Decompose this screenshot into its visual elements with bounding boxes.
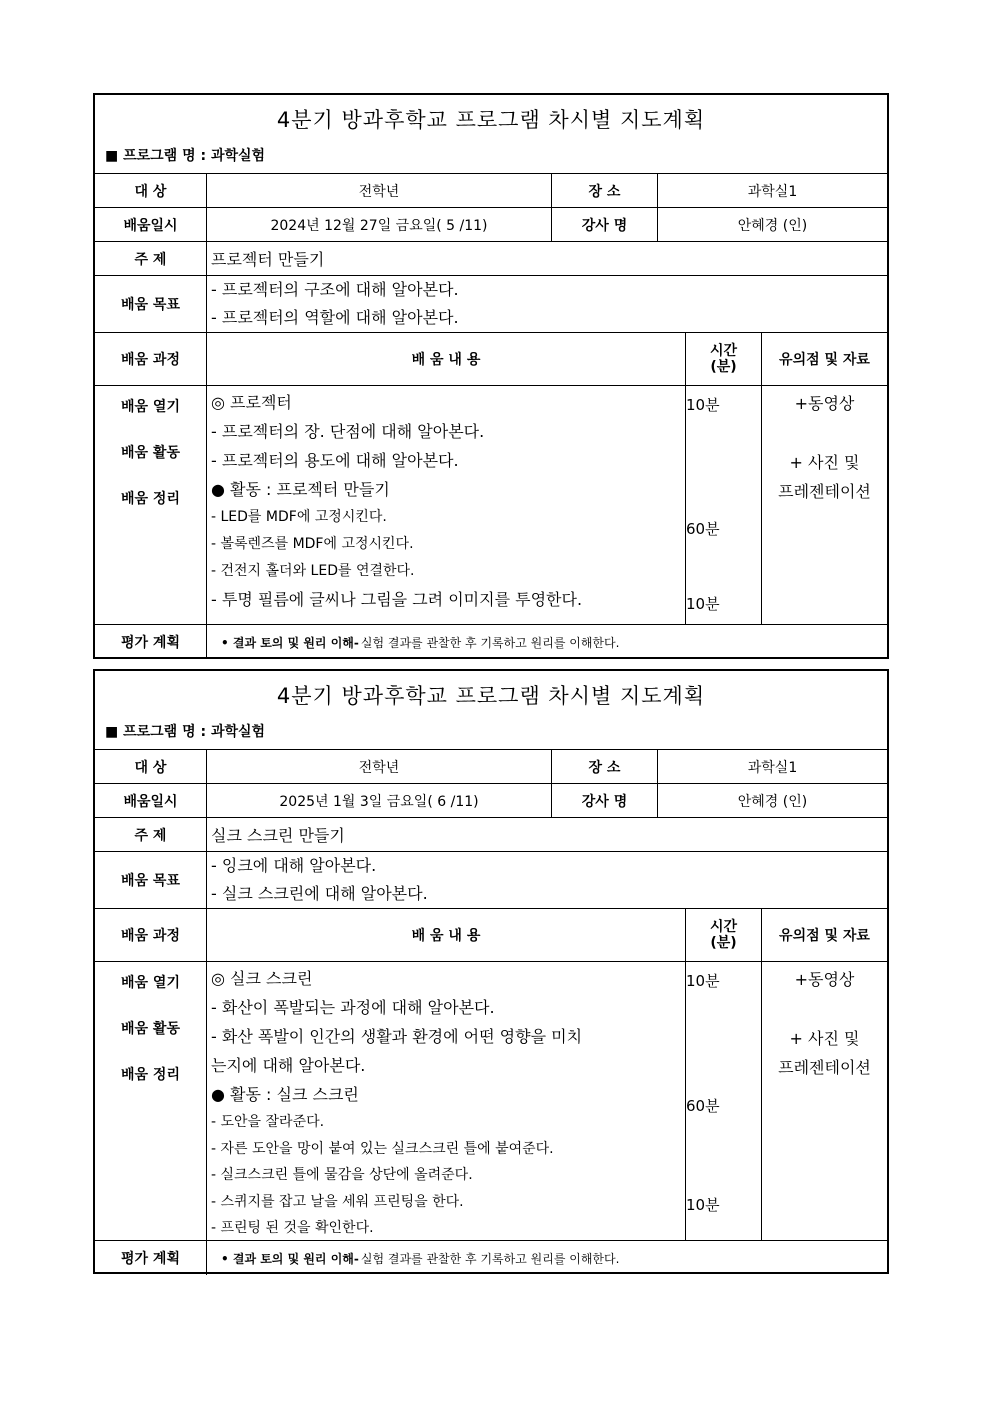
notes-label: 유의점 및 자료 (779, 928, 870, 944)
step-close: 배움 정리 (121, 1067, 180, 1083)
eval-bold: • 결과 토의 및 원리 이해- (221, 1251, 359, 1266)
date-value: 2025년 1월 3일 금요일( 6 /11) (207, 784, 552, 817)
time-column (686, 386, 762, 624)
note-presentation: 프레젠테이션 (778, 1058, 871, 1077)
date-row (95, 784, 887, 818)
content-list (207, 386, 686, 624)
eval-row (95, 1241, 887, 1275)
content-line: ◎ 프로젝터 (211, 393, 292, 412)
content-line: ● 활동 : 실크 스크린 (211, 1085, 359, 1104)
place-label: 장 소 (552, 750, 658, 783)
lesson-plan-1 (93, 93, 889, 659)
goal-item: - 잉크에 대해 알아본다. (211, 856, 377, 875)
date-value: 2024년 12월 27일 금요일( 5 /11) (207, 208, 552, 241)
content-line: ● 활동 : 프로젝터 만들기 (211, 480, 390, 499)
process-label: 배움 과정 (95, 333, 207, 385)
goal-list (207, 852, 887, 908)
note-photos: + 사진 및 (789, 453, 860, 472)
content-list (207, 962, 686, 1240)
process-steps (95, 962, 207, 1240)
eval-label: 평가 계획 (95, 1241, 207, 1275)
lesson-plan-2 (93, 669, 889, 1274)
eval-bold: • 결과 토의 및 원리 이해- (221, 635, 359, 650)
topic-value: 실크 스크린 만들기 (211, 826, 345, 845)
topic-row (95, 242, 887, 276)
date-row (95, 208, 887, 242)
time-label: 시간(분) (686, 909, 762, 961)
goal-label: 배움 목표 (95, 852, 207, 908)
step-open: 배움 열기 (121, 975, 180, 991)
place-value: 과학실1 (747, 183, 798, 200)
time-open: 10분 (686, 972, 720, 990)
eval-text: 실험 결과를 관찰한 후 기록하고 원리를 이해한다. (360, 635, 620, 650)
notes-column (762, 962, 887, 1240)
notes-column (762, 386, 887, 624)
content-label: 배 움 내 용 (207, 909, 686, 961)
content-line: 는지에 대해 알아본다. (211, 1056, 366, 1075)
goal-label: 배움 목표 (95, 276, 207, 332)
topic-row (95, 818, 887, 852)
target-label: 대 상 (95, 750, 207, 783)
goal-list (207, 276, 887, 332)
time-open: 10분 (686, 396, 720, 414)
teacher-label: 강사 명 (552, 208, 658, 241)
content-line: - 화산 폭발이 인간의 생활과 환경에 어떤 영향을 미치 (211, 1027, 583, 1046)
content-line: - 스퀴지를 잡고 날을 세워 프린팅을 한다. (211, 1193, 464, 1210)
content-line: - 프로젝터의 장. 단점에 대해 알아본다. (211, 422, 485, 441)
topic-value: 프로젝터 만들기 (211, 250, 325, 269)
process-row (95, 962, 887, 1241)
process-header-row (95, 333, 887, 386)
plan-header (95, 671, 887, 750)
content-line: - 프린팅 된 것을 확인한다. (211, 1220, 374, 1236)
topic-label: 주 제 (95, 818, 207, 851)
content-line: - 프로젝터의 용도에 대해 알아본다. (211, 451, 459, 470)
step-activity: 배움 활동 (121, 1021, 180, 1037)
process-row (95, 386, 887, 625)
teacher-value: 안혜경 (인) (737, 793, 808, 810)
goal-item: - 실크 스크린에 대해 알아본다. (211, 884, 428, 903)
process-label: 배움 과정 (95, 909, 207, 961)
teacher-label: 강사 명 (552, 784, 658, 817)
eval-label: 평가 계획 (95, 625, 207, 659)
content-line: - 도안을 잘라준다. (211, 1114, 325, 1130)
content-line: - LED를 MDF에 고정시킨다. (211, 509, 387, 525)
program-name: ■ 프로그램 명 : 과학실험 (105, 724, 266, 740)
target-row (95, 750, 887, 784)
content-line: - 자른 도안을 망이 붙여 있는 실크스크린 틀에 붙여준다. (211, 1140, 554, 1157)
time-activity: 60분 (686, 1097, 720, 1115)
target-value: 전학년 (207, 750, 552, 783)
eval-text: 실험 결과를 관찰한 후 기록하고 원리를 이해한다. (360, 1251, 620, 1266)
topic-label: 주 제 (95, 242, 207, 275)
date-label: 배움일시 (95, 784, 207, 817)
note-presentation: 프레젠테이션 (778, 482, 871, 501)
target-row (95, 174, 887, 208)
content-line: - 투명 필름에 글씨나 그림을 그려 이미지를 투영한다. (211, 590, 583, 609)
content-label: 배 움 내 용 (207, 333, 686, 385)
eval-value (207, 625, 887, 659)
content-line: - 화산이 폭발되는 과정에 대해 알아본다. (211, 998, 495, 1017)
notes-label: 유의점 및 자료 (779, 352, 870, 368)
date-label: 배움일시 (95, 208, 207, 241)
target-value: 전학년 (207, 174, 552, 207)
target-label: 대 상 (95, 174, 207, 207)
goal-item: - 프로젝터의 역할에 대해 알아본다. (211, 308, 459, 327)
teacher-value: 안혜경 (인) (737, 217, 808, 234)
content-line: - 볼록렌즈를 MDF에 고정시킨다. (211, 536, 414, 552)
note-video: +동영상 (794, 970, 855, 989)
note-photos: + 사진 및 (789, 1029, 860, 1048)
note-video: +동영상 (794, 394, 855, 413)
step-open: 배움 열기 (121, 399, 180, 415)
time-close: 10분 (686, 1196, 720, 1214)
eval-row (95, 625, 887, 659)
step-close: 배움 정리 (121, 491, 180, 507)
content-line: - 건전지 홀더와 LED를 연결한다. (211, 563, 415, 579)
process-header-row (95, 909, 887, 962)
process-steps (95, 386, 207, 624)
step-activity: 배움 활동 (121, 445, 180, 461)
eval-value (207, 1241, 887, 1275)
goal-row (95, 276, 887, 333)
place-value: 과학실1 (747, 759, 798, 776)
time-activity: 60분 (686, 520, 720, 538)
plan-title: 4분기 방과후학교 프로그램 차시별 지도계획 (276, 684, 706, 708)
plan-header (95, 95, 887, 174)
time-close: 10분 (686, 595, 720, 613)
time-label: 시간(분) (686, 333, 762, 385)
goal-row (95, 852, 887, 909)
content-line: - 실크스크린 틀에 물감을 상단에 올려준다. (211, 1167, 473, 1183)
program-name: ■ 프로그램 명 : 과학실험 (105, 148, 266, 164)
time-column (686, 962, 762, 1240)
plan-title: 4분기 방과후학교 프로그램 차시별 지도계획 (276, 108, 706, 132)
content-line: ◎ 실크 스크린 (211, 969, 313, 988)
goal-item: - 프로젝터의 구조에 대해 알아본다. (211, 280, 459, 299)
place-label: 장 소 (552, 174, 658, 207)
